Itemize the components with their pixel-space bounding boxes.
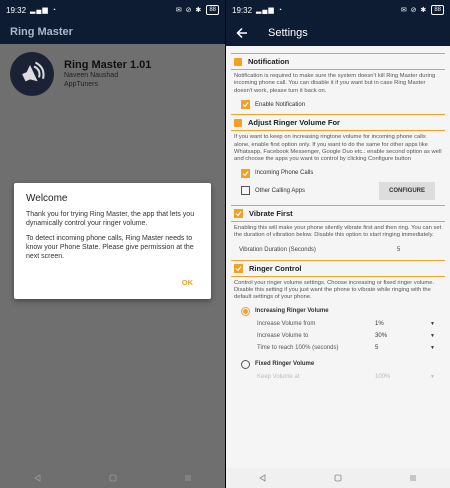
radio-label: Fixed Ringer Volume <box>255 361 315 368</box>
adjust-volume-section-header <box>231 114 445 131</box>
checkbox-label: Other Calling Apps <box>255 187 306 194</box>
ringer-control-checkbox[interactable] <box>234 264 243 273</box>
incoming-calls-row[interactable] <box>231 167 445 180</box>
recents-nav-icon[interactable] <box>408 473 418 483</box>
status-icons: ✉ ⊘ ✱ <box>400 7 428 14</box>
increase-from-row[interactable] <box>231 318 445 330</box>
dropdown-caret-icon[interactable]: ▼ <box>430 344 435 351</box>
increase-to-select[interactable]: 30% <box>375 332 388 339</box>
keep-volume-row <box>231 371 445 383</box>
select-label: Keep Volume at <box>257 373 300 380</box>
app-bar <box>0 20 225 44</box>
time-to-reach-select[interactable]: 5 <box>375 344 379 351</box>
notification-section-header <box>231 53 445 70</box>
enable-notification-checkbox[interactable] <box>241 100 250 109</box>
configure-button[interactable]: CONFIGURE <box>379 182 435 200</box>
status-time: 19:32 <box>6 5 27 15</box>
section-title: Adjust Ringer Volume For <box>248 118 340 128</box>
ringer-control-section-header[interactable] <box>231 260 445 277</box>
increasing-volume-radio[interactable] <box>241 307 250 316</box>
status-icons: ✉ ⊘ ✱ <box>175 7 203 14</box>
increase-to-row[interactable] <box>231 330 445 342</box>
app-header <box>0 44 225 104</box>
back-arrow-icon[interactable] <box>234 25 250 41</box>
section-title: Ringer Control <box>249 263 302 273</box>
select-label: Increase Volume from <box>257 320 316 327</box>
status-bar <box>226 0 450 20</box>
notification-description: Notification is required to make sure the system doesn't kill Ring Master during incoming phone call. You can disable it if you want but in case Ring Master doesn't work, please turn it back on. <box>234 73 436 94</box>
incoming-calls-checkbox[interactable] <box>241 169 250 178</box>
page-title: Settings <box>268 27 308 39</box>
app-bar-title: Ring Master <box>10 26 73 38</box>
vibration-duration-row[interactable] <box>231 243 445 257</box>
back-nav-icon[interactable] <box>258 473 268 483</box>
nav-bar <box>0 468 225 488</box>
dialog-text-permission: To detect incoming phone calls, Ring Master needs to know your Phone State. Please give permission at the next screen. <box>26 235 194 260</box>
welcome-dialog <box>14 183 211 299</box>
battery-icon: 88 <box>431 5 444 15</box>
speaker-logo-icon <box>10 52 54 96</box>
vibrate-checkbox[interactable] <box>234 209 243 218</box>
nav-bar <box>226 468 450 488</box>
app-bar <box>226 20 450 46</box>
other-apps-row[interactable] <box>231 180 445 202</box>
increase-from-select[interactable]: 1% <box>375 320 384 327</box>
status-time: 19:32 <box>232 5 253 15</box>
signal-icon: ▂▄▆ ◔ <box>256 7 283 14</box>
section-marker-icon <box>234 58 242 66</box>
checkbox-label: Incoming Phone Calls <box>255 170 314 177</box>
dialog-title: Welcome <box>26 193 68 204</box>
ringer-control-description: Control your ringer volume settings. Choose increasing or fixed ringer volume. Disable this setting if you just want the phone to vibrate while ringing with the default settings of your phone. <box>234 279 435 301</box>
dropdown-caret-icon: ▼ <box>430 373 435 380</box>
section-title: Notification <box>248 57 290 66</box>
section-title: Vibrate First <box>249 208 293 218</box>
home-nav-icon[interactable] <box>333 473 343 483</box>
fixed-volume-row[interactable] <box>231 358 445 371</box>
fixed-volume-radio[interactable] <box>241 360 250 369</box>
recents-nav-icon[interactable] <box>183 473 193 483</box>
vibrate-description: Enabling this will make your phone silently vibrate first and then ring. You can set the duration of vibration below. Disable this option to start ringing immediately. <box>234 224 442 239</box>
other-apps-checkbox[interactable] <box>241 186 250 195</box>
field-label: Vibration Duration (Seconds) <box>239 246 316 253</box>
radio-label: Increasing Ringer Volume <box>255 308 329 315</box>
ok-button[interactable]: OK <box>181 278 193 287</box>
status-bar <box>0 0 225 20</box>
author-name: Naveen Naushad <box>64 72 119 79</box>
dialog-text-intro: Thank you for trying Ring Master, the app that lets you dynamically control your ringer volume. <box>26 211 195 227</box>
app-version-title: Ring Master 1.01 <box>64 59 152 71</box>
vibrate-section-header[interactable] <box>231 205 445 222</box>
enable-notification-row[interactable] <box>231 98 445 111</box>
company-name: AppTuners <box>64 81 98 88</box>
section-marker-icon <box>234 119 242 127</box>
battery-icon: 88 <box>206 5 219 15</box>
increasing-volume-row[interactable] <box>231 305 445 318</box>
select-label: Time to reach 100% (seconds) <box>257 344 339 351</box>
dropdown-caret-icon[interactable]: ▼ <box>430 320 435 327</box>
right-phone-screen <box>226 0 450 488</box>
vibration-duration-value[interactable]: 5 <box>397 246 401 253</box>
back-nav-icon[interactable] <box>33 473 43 483</box>
select-label: Increase Volume to <box>257 332 309 339</box>
home-nav-icon[interactable] <box>108 473 118 483</box>
checkbox-label: Enable Notification <box>255 101 306 108</box>
adjust-volume-description: If you want to keep on increasing ringtone volume for incoming phone calls alone, enable first option only. If you want to do the same for other apps like Whatsapp, Facebook Messenger, Google Duo etc.. enable second option as well and choose the apps you want to control by clicking Configure button <box>234 134 442 163</box>
time-to-reach-row[interactable] <box>231 342 445 354</box>
signal-icon: ▂▄▆ ◔ <box>30 7 57 14</box>
dropdown-caret-icon[interactable]: ▼ <box>430 332 435 339</box>
keep-volume-select: 100% <box>375 373 391 380</box>
settings-list <box>226 46 450 468</box>
